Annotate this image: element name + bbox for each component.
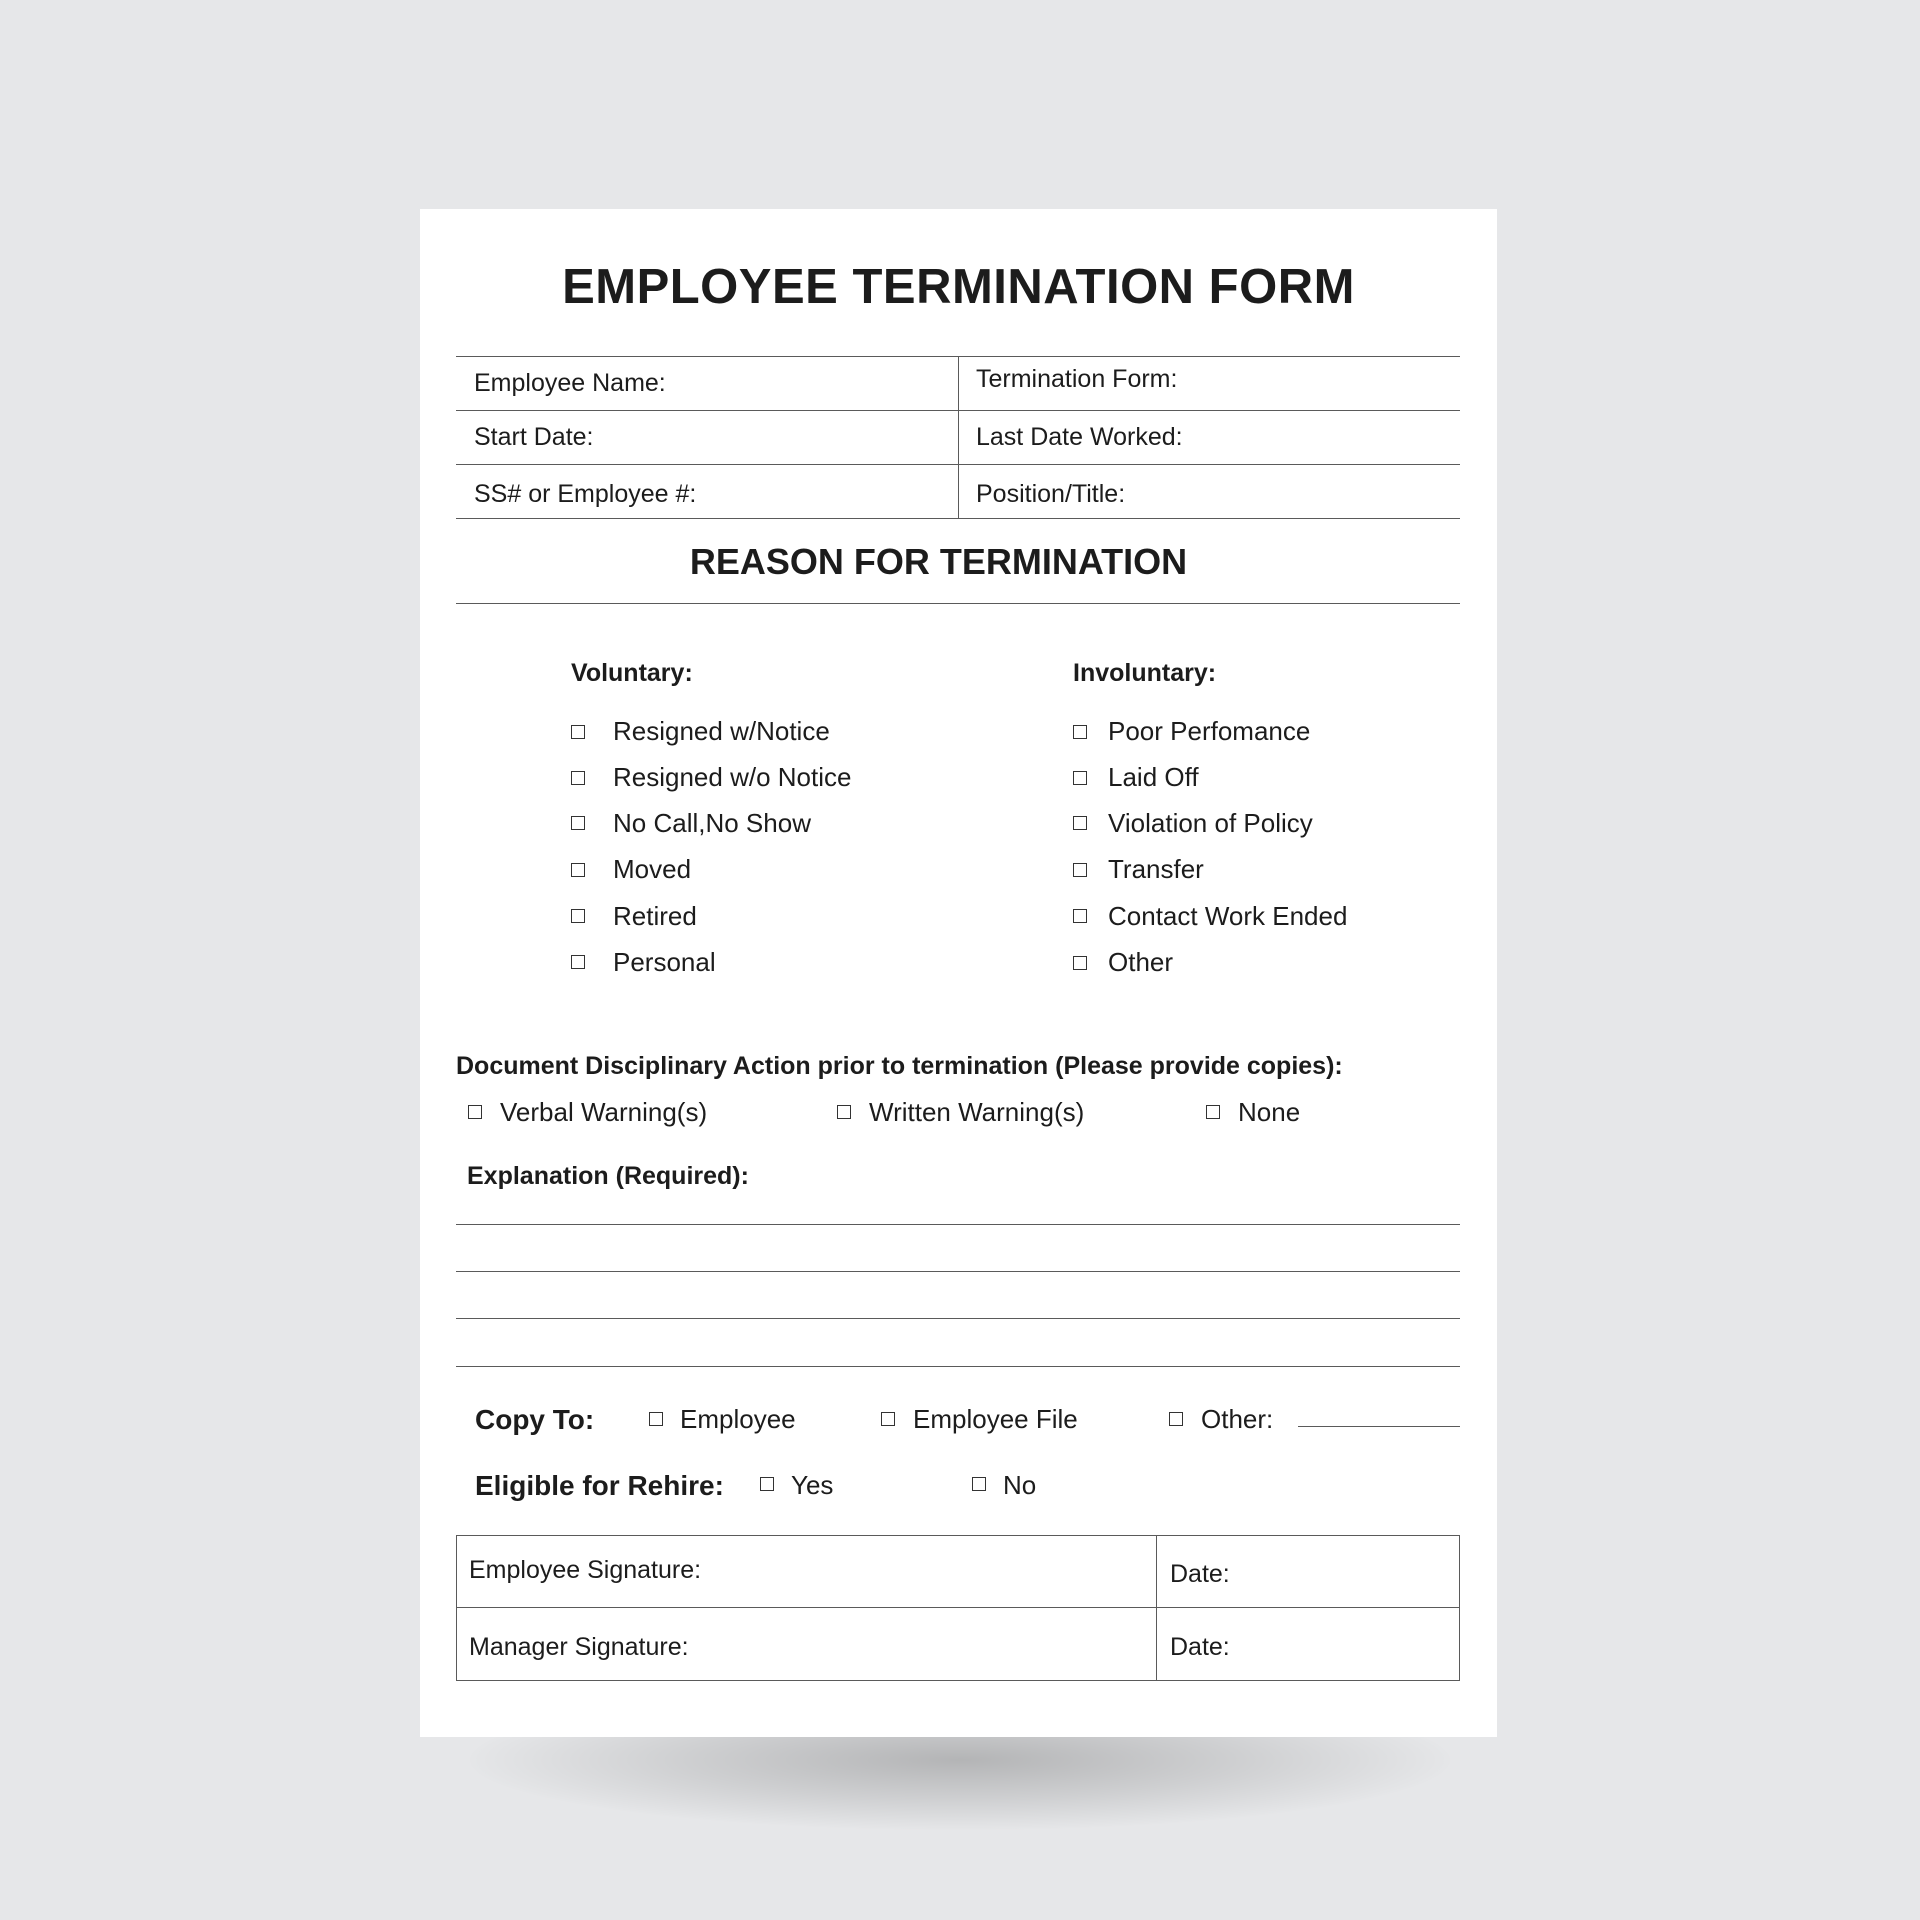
checkbox-personal[interactable] [571,955,585,969]
checkbox-violation-of-policy[interactable] [1073,816,1087,830]
involuntary-heading: Involuntary: [1073,659,1217,687]
explanation-line[interactable] [456,1366,1460,1367]
option-label: Employee File [913,1404,1078,1434]
checkbox-none[interactable] [1206,1105,1220,1119]
checkbox-moved[interactable] [571,863,585,877]
signature-row-divider [456,1607,1460,1608]
manager-signature-field[interactable]: Manager Signature: [469,1633,689,1661]
termination-form-field[interactable]: Termination Form: [976,365,1178,393]
reason-heading: REASON FOR TERMINATION [689,541,1188,582]
option-label: Personal [613,947,716,977]
copy-to-heading: Copy To: [475,1404,595,1435]
option-label: Verbal Warning(s) [500,1097,708,1127]
explanation-heading: Explanation (Required): [467,1162,749,1190]
option-label: No [1003,1470,1037,1500]
option-label: Retired [613,901,697,931]
checkbox-verbal-warning[interactable] [468,1105,482,1119]
employee-number-field[interactable]: SS# or Employee #: [474,480,697,508]
last-date-worked-field[interactable]: Last Date Worked: [976,423,1183,451]
option-label: Poor Perfomance [1108,716,1311,746]
checkbox-retired[interactable] [571,909,585,923]
checkbox-other[interactable] [1073,956,1087,970]
employee-date-field[interactable]: Date: [1170,1560,1230,1588]
option-label: Yes [791,1470,834,1500]
checkbox-copy-employee[interactable] [649,1412,663,1426]
employee-signature-field[interactable]: Employee Signature: [469,1556,702,1584]
explanation-line[interactable] [456,1271,1460,1272]
checkbox-resigned-notice[interactable] [571,725,585,739]
disciplinary-heading: Document Disciplinary Action prior to termination (Please provide copies): [456,1052,1343,1080]
option-label: Laid Off [1108,762,1199,792]
form-title: EMPLOYEE TERMINATION FORM [562,260,1355,314]
checkbox-copy-other[interactable] [1169,1412,1183,1426]
signature-column-divider [1156,1535,1157,1681]
checkbox-transfer[interactable] [1073,863,1087,877]
reason-divider [456,603,1460,604]
option-label: Transfer [1108,854,1204,884]
option-label: Other [1108,947,1174,977]
start-date-field[interactable]: Start Date: [474,423,594,451]
copy-other-line[interactable] [1298,1426,1460,1427]
option-label: None [1238,1097,1301,1127]
option-label: Contact Work Ended [1108,901,1348,931]
option-label: No Call,No Show [613,808,811,838]
checkbox-rehire-no[interactable] [972,1477,986,1491]
checkbox-resigned-no-notice[interactable] [571,771,585,785]
position-title-field[interactable]: Position/Title: [976,480,1126,508]
option-label: Resigned w/Notice [613,716,830,746]
explanation-line[interactable] [456,1318,1460,1319]
checkbox-poor-performance[interactable] [1073,725,1087,739]
option-label: Written Warning(s) [869,1097,1085,1127]
employee-name-field[interactable]: Employee Name: [474,369,666,397]
voluntary-heading: Voluntary: [571,659,693,687]
checkbox-copy-employee-file[interactable] [881,1412,895,1426]
explanation-line[interactable] [456,1224,1460,1225]
info-table-column-divider [958,356,959,518]
checkbox-written-warning[interactable] [837,1105,851,1119]
form-page [420,209,1497,1737]
option-label: Moved [613,854,692,884]
option-label: Other: [1201,1404,1274,1434]
option-label: Resigned w/o Notice [613,762,852,792]
manager-date-field[interactable]: Date: [1170,1633,1230,1661]
checkbox-laid-off[interactable] [1073,771,1087,785]
option-label: Employee [680,1404,796,1434]
option-label: Violation of Policy [1108,808,1313,838]
info-table-bottom-border [456,518,1460,519]
checkbox-no-call-no-show[interactable] [571,816,585,830]
checkbox-contact-work-ended[interactable] [1073,909,1087,923]
rehire-heading: Eligible for Rehire: [475,1470,724,1501]
checkbox-rehire-yes[interactable] [760,1477,774,1491]
